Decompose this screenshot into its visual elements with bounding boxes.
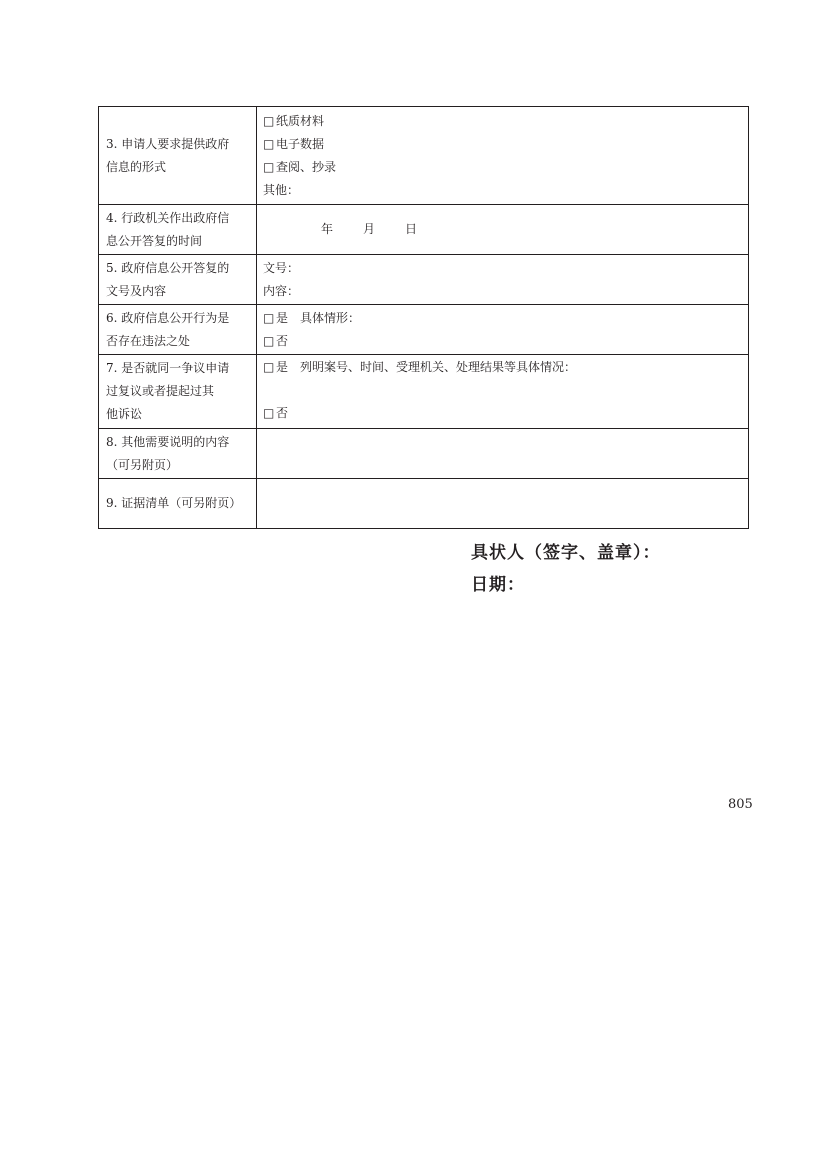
row-8-value[interactable] [257, 429, 749, 479]
row-4-value [257, 205, 749, 255]
prior-detail-label: 列明案号、时间、受理机关、处理结果等具体情况： [300, 360, 577, 374]
checkbox-review-copy[interactable]: □ 查阅、抄录 [263, 156, 742, 179]
row-9 [99, 479, 749, 529]
content-label: 内容： [263, 283, 300, 298]
month-label: 月 [363, 222, 376, 236]
row-7-label [99, 355, 257, 429]
row-5-value [257, 255, 749, 305]
checkbox-illegal-no[interactable]: □ 否 [263, 330, 742, 353]
year-label: 年 [321, 222, 334, 236]
other-label: 其他： [263, 182, 300, 197]
page-number: 805 [728, 797, 753, 812]
day-label: 日 [405, 222, 418, 236]
row-6 [99, 305, 749, 355]
row-7-label-line1: 7. 是否就同一争议申请 [106, 361, 230, 375]
row-6-yes-line [263, 307, 742, 330]
row-8-label-line2: （可另附页） [106, 457, 179, 472]
row-3-label-line1: 3. 申请人要求提供政府 [106, 136, 230, 151]
row-3-label-line2: 信息的形式 [106, 159, 167, 174]
form-table [98, 106, 749, 529]
row-4-label-line2: 息公开答复的时间 [106, 233, 203, 248]
checkbox-electronic[interactable]: □ 电子数据 [263, 133, 742, 156]
checkbox-paper[interactable]: □ 纸质材料 [263, 110, 742, 133]
row-7 [99, 355, 749, 429]
row-8 [99, 429, 749, 479]
row-6-label-line2: 否存在违法之处 [106, 333, 191, 348]
illegal-detail-label: 具体情形： [300, 310, 361, 325]
row-4 [99, 205, 749, 255]
row-6-label [99, 305, 257, 355]
checkbox-prior-no[interactable]: □ 否 [263, 402, 742, 425]
row-8-label [99, 429, 257, 479]
row-6-label-line1: 6. 政府信息公开行为是 [106, 310, 230, 325]
row-3-value [257, 107, 749, 205]
date-label: 日期： [471, 575, 525, 595]
row-8-label-line1: 8. 其他需要说明的内容 [106, 434, 230, 449]
row-3 [99, 107, 749, 205]
row-7-label-line2: 过复议或者提起过其 [106, 384, 215, 398]
row-9-label [99, 479, 257, 529]
row-5-label-line2: 文号及内容 [106, 283, 167, 298]
row-5 [99, 255, 749, 305]
row-7-value [257, 355, 749, 429]
checkbox-illegal-yes[interactable]: □ 是 [263, 311, 288, 325]
signer-label: 具状人（签字、盖章）： [471, 543, 661, 563]
row-3-label [99, 107, 257, 205]
row-5-label-line1: 5. 政府信息公开答复的 [106, 260, 230, 275]
date-line [263, 218, 742, 241]
row-7-label-line3: 他诉讼 [106, 407, 143, 421]
row-7-yes-line [263, 356, 742, 379]
row-5-label [99, 255, 257, 305]
row-4-label [99, 205, 257, 255]
checkbox-prior-yes[interactable]: □ 是 [263, 360, 288, 374]
row-9-value[interactable] [257, 479, 749, 529]
row-6-value [257, 305, 749, 355]
row-4-label-line1: 4. 行政机关作出政府信 [106, 210, 230, 225]
row-9-label-text: 9. 证据清单（可另附页） [106, 496, 242, 510]
doc-number-label: 文号： [263, 260, 300, 275]
